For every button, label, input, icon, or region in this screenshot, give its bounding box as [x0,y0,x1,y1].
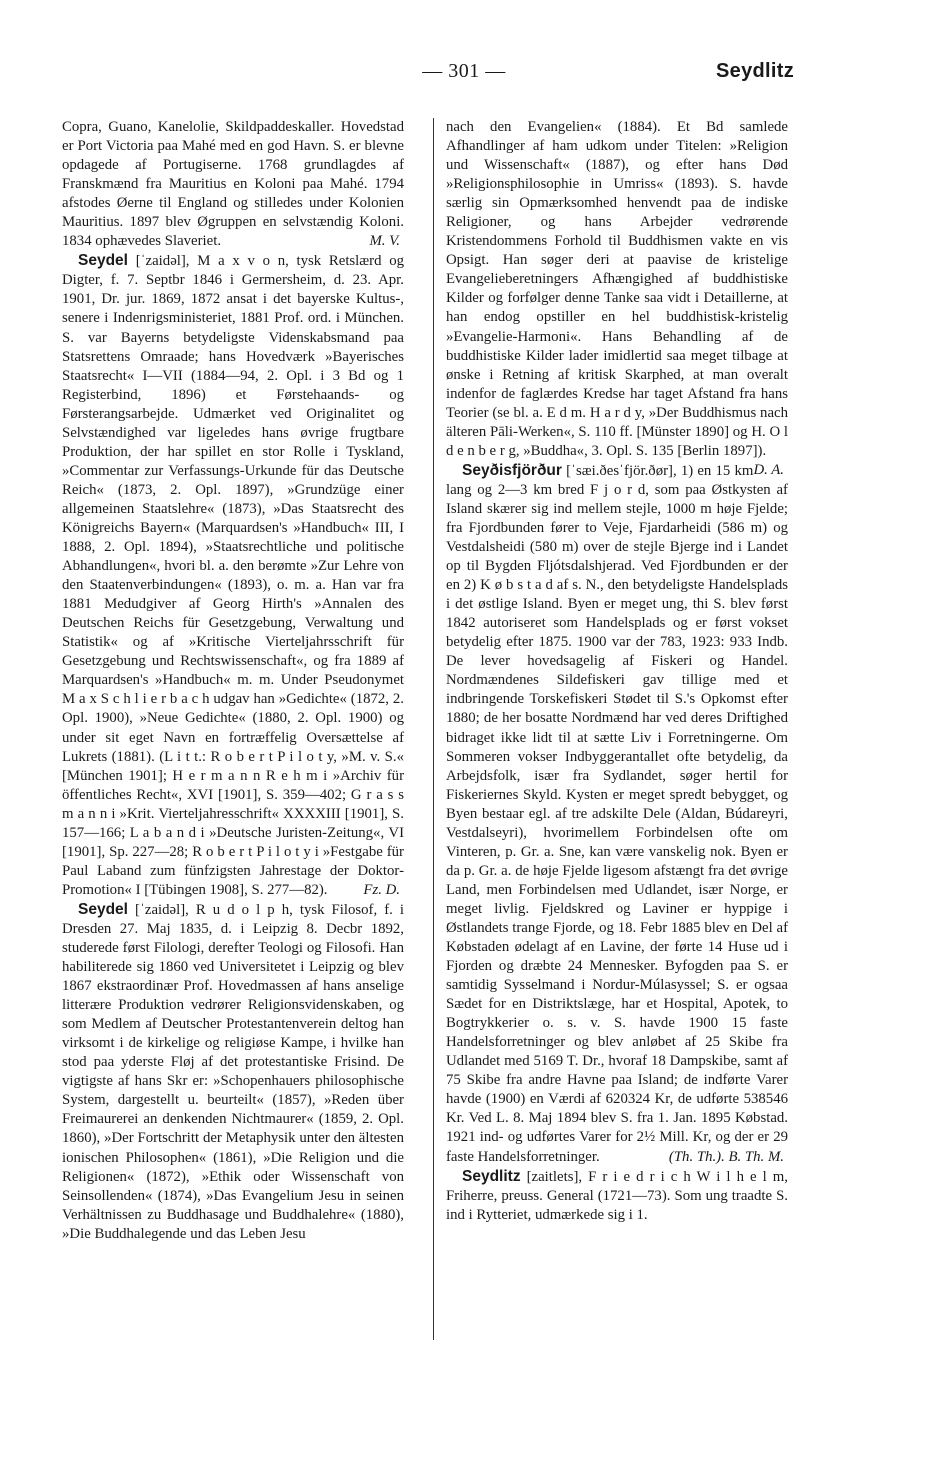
entry-headword: Seydel [78,900,128,918]
author-signature: Fz. D. [363,881,400,898]
author-signature: M. V. [369,233,400,250]
entry-text: [ˈzaidəl], M a x v o n, tysk Retslærd og Digter, f. 7. Septbr 1846 i Germersheim, d. 23. Apr. 1901, Dr. jur. 1869, 1872 ansat i det bayerske Kultus-, senere i Indenrigsministeriet, 1881 Prof. ord. i München. S. var Bayerns betydeligste Videnskabsmand paa Statsrettens Omraade; hans Hovedværk »Bayerisches Staatsrecht« I—VII (1884—94, 2. Opl. i 3 Bd og 1 Registerbind, 1896) et Førstehaands- og Førsterangsarbejde. Udmærket ved Originalitet og Selvstændighed var ligeledes hans øvrige frugtbare Produktion, der har spillet en stor Rolle i Tyskland, »Commentar zur Verfassungs-Urkunde für das Deutsche Reich« (1873, 2. Opl. 1897), »Grundzüge einer allgemeinen Staatslehre« (1873), »Das Staatsrecht des Königreichs Bayern« (Marquardsen's »Handbuch« III, I 1888, 2. Opl. 1894), »Staatsrechtliche und politische Abhandlungen«, hvori bl. a. den berømte »Zur Lehre von den Staatenverbindungen« (1893), o. m. a. Han var fra 1881 Medudgiver af Georg Hirth's »Annalen des Deutschen Reichs für Gesetzgebung, Verwaltung und Statistik« og af »Kritische Vierteljahrsschrift für Gesetzgebung und Rechtswissenschaft«, og fra 1889 af Marquardsen's »Handbuch« m. m. Under Pseudonymet M a x S c h l i e r b a c h udgav han »Gedichte« (1872, 2. Opl. 1900), »Neue Gedichte« (1880, 2. Opl. 1900) og under sit eget Navn en fortræffelig Oversættelse af Lukrets (1881). (L i t t.: R o b e r t P i l o t y, »M. v. S.« [München 1901]; H e r m a n n R e h m i »Archiv für öffentliches Recht«, XVI [1901], S. 359—402; G r a s s m a n n i »Krit. Vierteljahresschrift« XXXXIII [1901], S. 157—166; L a b a n d i »Deutsche Juristen-Zeitung«, VI [1901], Sp. 227—28; R o b e r t P i l o t y i »Festgabe für Paul Laband zum fünfzigsten Jahrestage der Doktor-Promotion« I [Tübingen 1908], S. 277—82). [62,253,404,898]
entry-text: [ˈzaidəl], R u d o l p h, tysk Filosof, f. i Dresden 27. Maj 1835, d. i Leipzig 8. Decbr 1892, studerede først Filologi, derefter Teologi og Filosofi. Han habiliterede sig 1860 ved Universitetet i Leipzig og blev 1867 ekstraordinær Prof. Hovedmassen af hans anselige litterære Produktion vedrører Religionsvidenskaben, og som Medlem af Deutscher Protestantenverein deltog han virksomt i de kirkelige og religiøse Kampe, i hvilke han stod paa yderste Fløj af det protestantiske Frisind. De vigtigste af hans Skr er: »Schopenhauers philosophische System, dargestellt u. beurteilt« (1857), »Reden über Freimaurerei an denkenden Nichtmaurer« (1859, 2. Opl. 1860), »Der Fortschritt der Metaphysik unter den ältesten ionischen Philosophen« (1861), »Die Religion und die Religionen« (1872), »Ethik oder Wissenschaft von Seinsollenden« (1874), »Das Evangelium Jesu in seinen Verhältnissen zu Buddhasage und Buddhalehre« (1880), »Die Buddhalegende und das Leben Jesu [62,901,404,1242]
entry-seydel-rudolph [62,900,404,1244]
author-signature: D. A. [753,461,784,478]
entry-text: [ˈsæi.ðesˈfjör.ðør], 1) en 15 km lang og 2—3 km bred F j o r d, som paa Østkysten af Island skærer sig ind mellem stejle, 1000 m høje Fjelde; fra Fjordbunden fører to Veje, Fjardarheidi (586 m) og Vestdalsheidi (580 m) over de stejle Bjerge ind i Landet op til Bygden Fljótsdalshjerad. Ved Fjordbunden er der en 2) K ø b s t a d af s. N., den betydeligste Handelsplads i det østlige Island. Byen er meget ung, thi S. blev først 1842 autoriseret som Handelsplads og er først vokset betydelig efter 1875. 1900 var der 783, 1923: 933 Indb. De lever hovedsagelig af Fiskeri og Handel. Nordmændenes Sildefiskeri gav tillige med et indbringende Torskefiskeri Stødet til S.'s Opkomst efter 1880; de her bosatte Nordmænd har ved deres Driftighed bidraget ikke lidt til at sætte Liv i Forretningerne. Om Sommeren vokser Indbyggerantallet ofte betydelig, da Arbejdsfolk, især fra Sydlandet, søger hertil for Fiskeriernes Skyld. Kysten er meget spredt bebygget, og Byen bestaar egl. af tre adskilte Dele (Aldan, Búdareyri, Vestdalseyri), hvorimellem Forbindelsen ofte om Vinteren, p. Gr. a. Sne, kan være vanskelig nok. Byen er da p. Gr. a. de høje Fjelde ligesom afstængt fra det øvrige Land, men Forbindelsen med Udlandet, især Norge, er meget livlig. Fjeldskred og Laviner er hyppige i Østlandets trange Fjorde, og 18. Febr 1885 blev en Del af Købstaden ødelagt af en Lavine, der førte 14 Huse ud i Fjorden og dræbte 24 Mennesker. Byfogden paa S. er samtidig Sysselmand i Nordur-Múlasyssel; S. er ogsaa Sædet for en Distriktslæge, har et Hospital, Apotek, to Bogtrykkerier o. s. v. S. havde 1900 15 faste Handelsforretninger og blev anløbet af 25 Skibe fra Udlandet med 5169 T. Dr., hvoraf 18 Dampskibe, samt af 75 Skibe fra andre Havne paa Island; de indførte Varer havde (1900) en Værdi af 620324 Kr, de udførte 538546 Kr. Ved L. 8. Maj 1894 blev S. fra 1. Jan. 1895 Købstad. 1921 ind- og udførtes Varer for 2½ Mill. Kr, og der er 29 faste Handelsforretninger. [446,462,788,1165]
entry-headword: Seyðisfjörður [462,461,562,479]
entry-headword: Seydel [78,252,128,270]
author-signature: (Th. Th.). B. Th. M. [668,1148,784,1165]
column-divider [433,118,434,1340]
running-head: Seydlitz [716,60,794,82]
paragraph-text: Copra, Guano, Kanelolie, Skildpaddeskaller. Hovedstad er Port Victoria paa Mahé med en god Havn. S. er blevne opdagede af Portugiserne. 1768 grundlagdes af Franskmænd fra Mauritius en Koloni paa Mahé. 1794 afstodes Øerne til England og stilledes under Kolonien Mauritius. 1897 blev Øgruppen en selvstændig Koloni. 1834 ophævedes Slaveriet. [62,119,404,250]
continued-paragraph [62,118,404,251]
page-number: — 301 — [422,60,506,82]
entry-seydisfjordur [446,461,788,1167]
left-column [62,118,404,1244]
entry-headword: Seydlitz [462,1167,521,1185]
entry-seydlitz [446,1167,788,1225]
entry-seydel-max [62,251,404,900]
entry-text: [zaitlets], F r i e d r i c h W i l h e l m, Friherre, preuss. General (1721—73). Som ung traadte S. ind i Rytteriet, udmærkede sig i 1. [446,1168,788,1223]
paragraph-text: nach den Evangelien« (1884). Et Bd samlede Afhandlinger af ham udkom under Titelen: »Religion und Wissenschaft« (1887), og efter hans Død »Religionsphilosophie in Umriss« (1893). S. havde særlig sin Opmærksomhed henvendt paa de indiske Religioner, og hans Arbejder vedrørende Kristendommens Forhold til Buddhismen vakte en vis Opsigt. Han søger deri at paavise de kristelige Evangelieberetningers Afhængighed af buddhistiske Kilder og forfølger denne Tanke saa vidt i Detaillerne, at han endog opstiller en hel buddhistisk-kristelig »Evangelie-Harmoni«. Hans Behandling af de buddhistiske Kilder lader imidlertid saa meget tilbage at ønske i Retning af kritisk Skarphed, at man overalt indenfor de faglærdes Kredse har taget Afstand fra hans Teorier (se bl. a. E d m. H a r d y, »Der Buddhismus nach älteren Pāli-Werken«, S. 110 ff. [Münster 1890] og H. O l d e n b e r g, »Buddha«, 3. Opl. S. 135 [Berlin 1897]). [446,119,788,459]
right-column [446,118,788,1225]
